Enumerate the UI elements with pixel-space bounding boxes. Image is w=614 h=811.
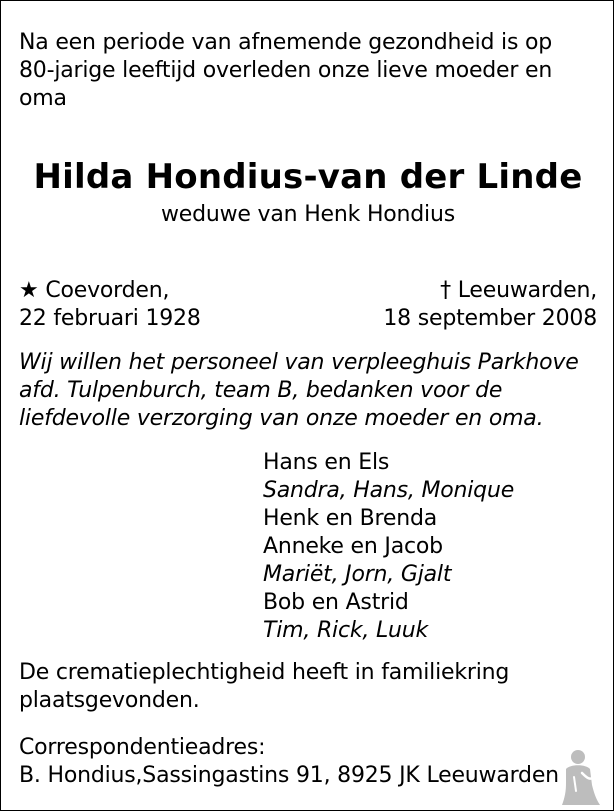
intro-line-1: Na een periode van afnemende gezondheid is op — [19, 30, 553, 55]
birth-place: ★ Coevorden, — [19, 278, 170, 303]
thanks-line-2: afd. Tulpenburch, team B, bedanken voor de — [19, 378, 503, 403]
cremation-line-2: plaatsgevonden. — [19, 688, 200, 713]
thanks-text — [19, 349, 579, 433]
deceased-subtitle: weduwe van Henk Hondius — [161, 202, 455, 227]
family-member-line: Bob en Astrid — [263, 590, 409, 615]
thanks-line-1: Wij willen het personeel van verpleeghuis Parkhove — [19, 350, 579, 375]
thanks-line-3: liefdevolle verzorging van onze moeder en oma. — [19, 406, 544, 431]
family-member-line: Sandra, Hans, Monique — [263, 478, 515, 503]
family-list — [263, 449, 514, 645]
correspondence-address — [19, 734, 559, 790]
family-member-line: Henk en Brenda — [263, 506, 438, 531]
intro-line-3: oma — [19, 86, 67, 111]
death-info — [383, 277, 597, 333]
intro-line-2: 80-jarige leeftijd overleden onze lieve moeder en — [19, 58, 553, 83]
praying-figure-watermark-icon — [556, 747, 604, 807]
correspondence-address-line: B. Hondius,Sassingastins 91, 8925 JK Leeuwarden — [19, 763, 559, 788]
family-member-line: Tim, Rick, Luuk — [263, 618, 429, 643]
death-date: 18 september 2008 — [383, 306, 597, 331]
family-member-line: Anneke en Jacob — [263, 534, 443, 559]
family-member-line: Hans en Els — [263, 450, 390, 475]
death-place: † Leeuwarden, — [440, 278, 597, 303]
family-member-line: Mariët, Jorn, Gjalt — [263, 562, 452, 587]
cremation-text — [19, 659, 509, 715]
birth-info — [19, 277, 201, 333]
intro-text — [19, 29, 599, 113]
cremation-line-1: De crematieplechtigheid heeft in familiekring — [19, 660, 510, 685]
birth-date: 22 februari 1928 — [19, 306, 201, 331]
deceased-name: Hilda Hondius-van der Linde — [33, 157, 583, 197]
correspondence-label: Correspondentieadres: — [19, 735, 266, 760]
